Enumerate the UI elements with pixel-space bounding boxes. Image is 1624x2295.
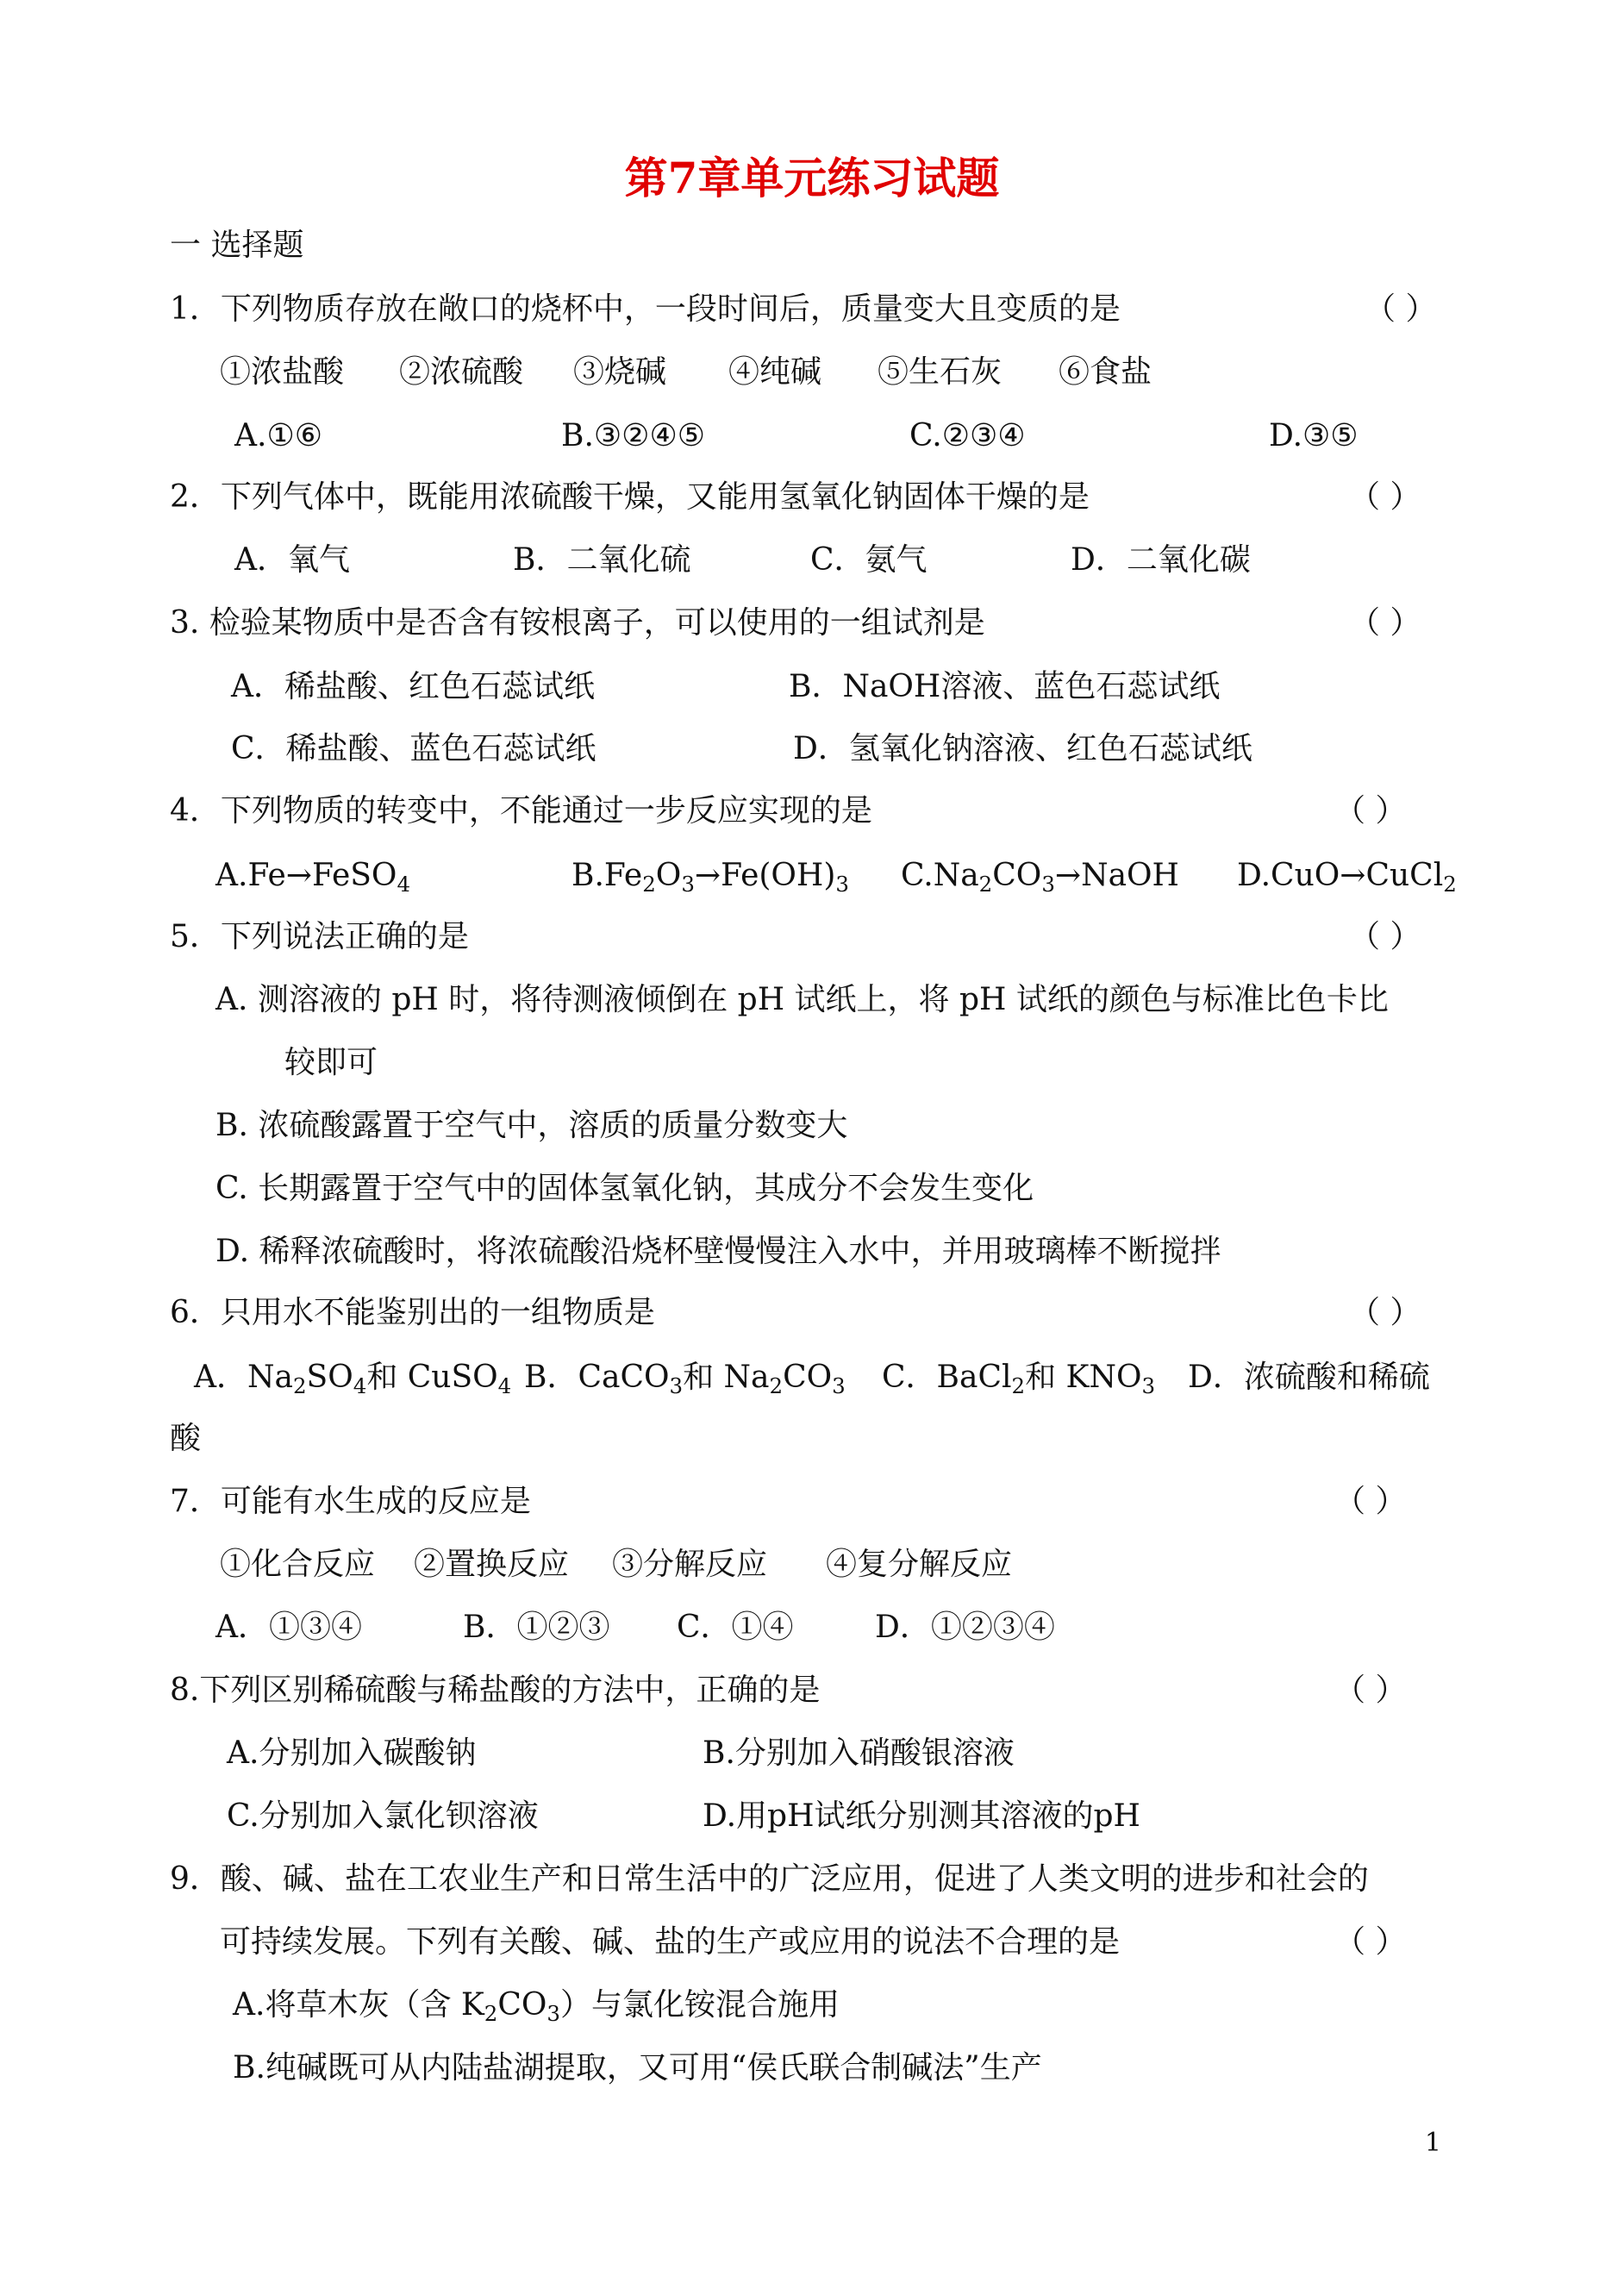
subscript: 2: [484, 2000, 498, 2026]
subscript: 2: [1443, 871, 1457, 897]
q4a-product: FeSO: [311, 858, 397, 893]
reaction-arrow: →: [285, 858, 312, 893]
q7-option-b: B．①②③: [463, 1610, 610, 1645]
q8-option-d: D.用pH试纸分别测其溶液的pH: [703, 1798, 1140, 1834]
q5-option-b: B. 浓硫酸露置于空气中，溶质的质量分数变大: [215, 1108, 848, 1143]
q4c-part: C.Na: [901, 858, 979, 893]
q4b-part: B.Fe: [572, 858, 643, 893]
subscript: 3: [1141, 1373, 1156, 1398]
q6c-part: 和 KNO: [1025, 1360, 1142, 1395]
q4-option-b: [572, 857, 849, 895]
page-title: 第7章单元练习试题: [624, 153, 1000, 203]
q5-option-c: C. 长期露置于空气中的固体氢氧化钠，其成分不会发生变化: [215, 1171, 1034, 1206]
subscript: 4: [353, 1373, 367, 1398]
q6-option-a: [194, 1359, 511, 1397]
q4-option-d: [1237, 857, 1457, 895]
q1-item-2: ②浓硫酸: [399, 354, 524, 390]
q9-option-b: B.纯碱既可从内陆盐湖提取，又可用“侯氏联合制碱法”生产: [233, 2050, 1042, 2086]
subscript: 2: [978, 871, 993, 897]
q5-option-d: D. 稀释浓硫酸时，将浓硫酸沿烧杯壁慢慢注入水中，并用玻璃棒不断搅拌: [215, 1234, 1221, 1269]
q6a-part: SO: [306, 1360, 353, 1395]
q6c-part: C．BaCl: [882, 1360, 1012, 1395]
q1-item-3: ③烧碱: [573, 354, 667, 390]
question-7-stem: 7．可能有水生成的反应是: [170, 1484, 531, 1519]
subscript: 3: [832, 1373, 846, 1398]
question-9-stem-line1: 9．酸、碱、盐在工农业生产和日常生活中的广泛应用，促进了人类文明的进步和社会的: [170, 1861, 1369, 1897]
subscript: 2: [292, 1373, 307, 1398]
reaction-arrow: →: [694, 858, 721, 893]
q1-option-b: B.③②④⑤: [561, 418, 705, 453]
q1-item-6: ⑥食盐: [1059, 354, 1152, 390]
subscript: 3: [681, 871, 695, 897]
question-6-stem: 6．只用水不能鉴别出的一组物质是: [170, 1295, 655, 1330]
q4c-product: NaOH: [1081, 858, 1179, 893]
q1-item-1: ①浓盐酸: [220, 354, 345, 390]
answer-blank-1: （ ）: [1365, 291, 1437, 327]
q7-item-3: ③分解反应: [612, 1547, 768, 1582]
q3-option-c: C．稀盐酸、蓝色石蕊试纸: [231, 731, 597, 766]
q9a-part: ）与氯化铵混合施用: [560, 1987, 840, 2023]
subscript: 2: [1011, 1373, 1026, 1398]
q6a-part: A．Na: [194, 1360, 293, 1395]
q1-item-4: ④纯碱: [728, 354, 822, 390]
question-5-stem: 5．下列说法正确的是: [170, 919, 469, 954]
subscript: 3: [547, 2000, 560, 2026]
reaction-arrow: →: [1054, 858, 1082, 893]
q1-option-a: A.①⑥: [234, 418, 322, 453]
q1-option-d: D.③⑤: [1269, 418, 1359, 453]
question-3-stem: 3. 检验某物质中是否含有铵根离子，可以使用的一组试剂是: [170, 605, 985, 641]
q7-item-2: ②置换反应: [414, 1547, 570, 1582]
q8-option-b: B.分别加入硝酸银溶液: [703, 1735, 1015, 1771]
q9a-part: CO: [497, 1987, 547, 2023]
answer-blank-4: （ ）: [1334, 793, 1407, 829]
q6-option-c: [882, 1359, 1155, 1397]
question-9-stem-line2: 可持续发展。下列有关酸、碱、盐的生产或应用的说法不合理的是: [220, 1924, 1121, 1960]
q2-option-c: C．氨气: [810, 542, 928, 578]
q4c-part: CO: [992, 858, 1042, 893]
page-number: 1: [1424, 2128, 1441, 2158]
answer-blank-5: （ ）: [1349, 919, 1421, 954]
question-8-stem: 8.下列区别稀硫酸与稀盐酸的方法中，正确的是: [170, 1673, 821, 1708]
q7-option-a: A．①③④: [215, 1610, 362, 1645]
subscript: 3: [669, 1373, 684, 1398]
section-heading: 一 选择题: [170, 228, 304, 263]
q3-option-b: B．NaOH溶液、蓝色石蕊试纸: [789, 669, 1221, 704]
q6-option-d: D．浓硫酸和稀硫: [1188, 1360, 1430, 1395]
subscript: 3: [1041, 871, 1055, 897]
q4a-reactant: A.Fe: [215, 858, 286, 893]
q7-item-4: ④复分解反应: [826, 1547, 1013, 1582]
q6b-part: CO: [783, 1360, 833, 1395]
subscript: 4: [397, 871, 411, 897]
q7-item-1: ①化合反应: [220, 1547, 376, 1582]
answer-blank-9: （ ）: [1334, 1924, 1407, 1960]
q4-option-a: [215, 857, 410, 895]
q2-option-a: A．氧气: [234, 542, 350, 578]
q9-option-a: [233, 1986, 840, 2024]
q6b-part: B．CaCO: [524, 1360, 670, 1395]
q4d-reactant: D.CuO: [1237, 858, 1340, 893]
q4b-product: Fe(OH): [721, 858, 836, 893]
q4b-part: O: [655, 858, 682, 893]
q4d-product: CuCl: [1365, 858, 1444, 893]
question-4-stem: 4．下列物质的转变中，不能通过一步反应实现的是: [170, 793, 872, 829]
q1-item-5: ⑤生石灰: [878, 354, 1003, 390]
subscript: 2: [769, 1373, 784, 1398]
q2-option-b: B．二氧化硫: [513, 542, 691, 578]
q8-option-c: C.分别加入氯化钡溶液: [227, 1798, 539, 1834]
answer-blank-3: （ ）: [1349, 605, 1421, 641]
q7-option-d: D．①②③④: [875, 1610, 1055, 1645]
answer-blank-2: （ ）: [1349, 479, 1421, 515]
subscript: 2: [642, 871, 656, 897]
q6-option-d-wrap: 酸: [170, 1421, 202, 1456]
q3-option-d: D．氢氧化钠溶液、红色石蕊试纸: [793, 731, 1252, 766]
q4-option-c: [901, 857, 1179, 895]
q6a-part: 和 CuSO: [366, 1360, 498, 1395]
subscript: 3: [835, 871, 849, 897]
q8-option-a: A.分别加入碳酸钠: [227, 1735, 477, 1771]
subscript: 4: [497, 1373, 512, 1398]
q5-option-a-line1: A. 测溶液的 pH 时，将待测液倾倒在 pH 试纸上，将 pH 试纸的颜色与标准比色卡比: [215, 982, 1389, 1017]
q2-option-d: D．二氧化碳: [1071, 542, 1251, 578]
answer-blank-7: （ ）: [1334, 1484, 1407, 1519]
q6b-part: 和 Na: [683, 1360, 770, 1395]
question-1-stem: 1．下列物质存放在敞口的烧杯中，一段时间后，质量变大且变质的是: [170, 291, 1121, 327]
reaction-arrow: →: [1340, 858, 1366, 893]
question-2-stem: 2．下列气体中，既能用浓硫酸干燥，又能用氢氧化钠固体干燥的是: [170, 479, 1090, 515]
answer-blank-8: （ ）: [1334, 1673, 1407, 1708]
q7-option-c: C．①④: [677, 1610, 794, 1645]
q5-option-a-line2: 较即可: [284, 1045, 378, 1080]
q3-option-a: A．稀盐酸、红色石蕊试纸: [231, 669, 595, 704]
q6-option-b: [524, 1359, 846, 1397]
q1-option-c: C.②③④: [909, 418, 1026, 453]
q9a-part: A.将草木灰（含 K: [233, 1987, 484, 2023]
answer-blank-6: （ ）: [1349, 1295, 1421, 1330]
